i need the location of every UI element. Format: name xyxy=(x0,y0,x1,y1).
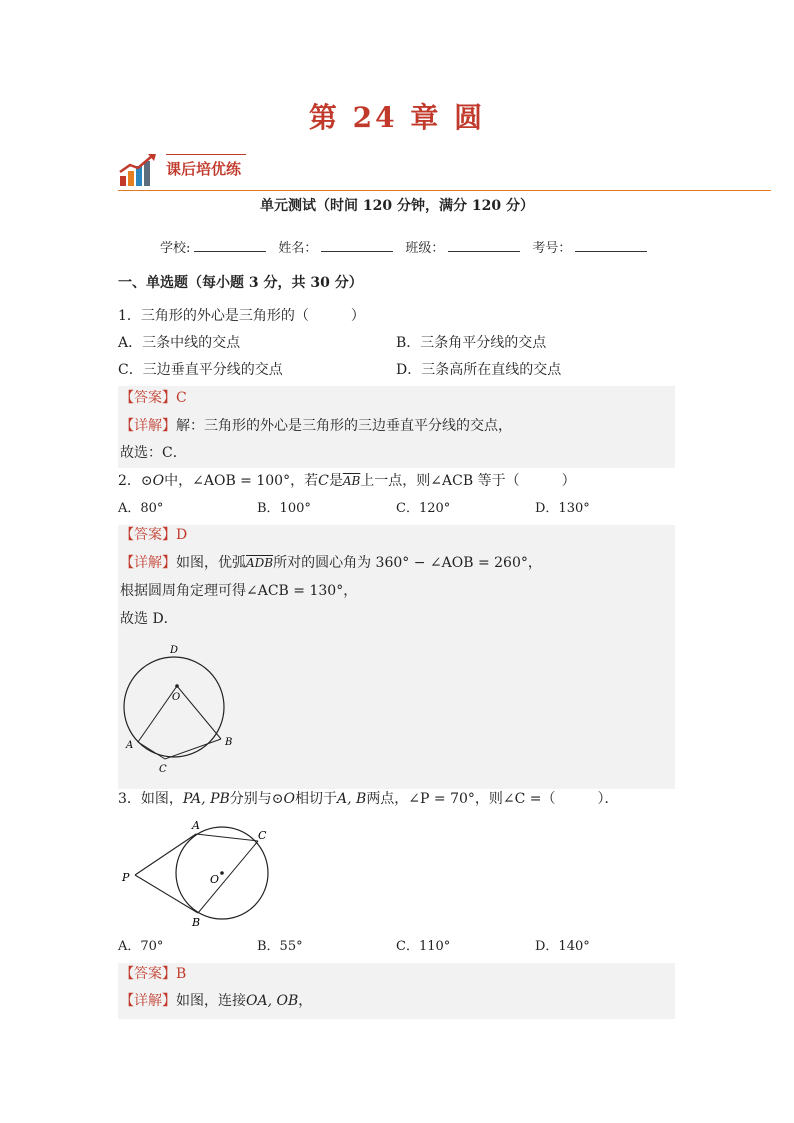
q2-option-a: A．80° xyxy=(118,501,164,516)
q1-option-a: A．三条中线的交点 xyxy=(118,335,241,351)
q3-detail: 【详解】如图，连接OA, OB， xyxy=(120,993,313,1009)
q1-answer: 【答案】C xyxy=(120,390,187,406)
student-info-row xyxy=(160,237,655,256)
q2-circle-figure xyxy=(118,640,238,785)
exam-subtitle: 单元测试（时间 120 分钟，满分 120 分） xyxy=(260,198,534,214)
q1-option-c: C．三边垂直平分线的交点 xyxy=(118,362,283,378)
q2-option-b: B．100° xyxy=(257,501,311,516)
q3-option-a: A．70° xyxy=(118,939,164,954)
header-rule xyxy=(118,190,771,191)
label-b: B xyxy=(192,916,201,929)
q3-stem: 3．如图，PA, PB分别与⊙O相切于A, B两点，∠P = 70°，则∠C =（ ）． xyxy=(118,791,619,807)
q2-detail: 【详解】如图，优弧$\overline{ADB}$所对的圆心角为 360° − ∠AOB = 260°， xyxy=(120,555,542,571)
q3-option-c: C．110° xyxy=(396,939,451,954)
q2-detail-2: 根据圆周角定理可得∠ACB = 130°， xyxy=(120,583,358,599)
q2-conclusion: 故选 D． xyxy=(120,611,178,627)
class-field[interactable] xyxy=(448,237,520,252)
chart-growth-icon xyxy=(118,152,158,188)
label-o: O xyxy=(172,692,181,703)
q3-answer: 【答案】B xyxy=(120,966,187,982)
q2-option-d: D．130° xyxy=(535,501,590,516)
q1-detail: 【详解】解：三角形的外心是三角形的三边垂直平分线的交点， xyxy=(120,418,512,434)
q2-answer: 【答案】D xyxy=(120,527,188,543)
q2-option-c: C．120° xyxy=(396,501,451,516)
q2-answer-box xyxy=(118,525,675,789)
q2-stem: 2．⊙O中，∠AOB = 100°，若C是$\overline{AB}$上一点，则∠ACB 等于（ ） xyxy=(118,473,576,489)
label-d: D xyxy=(170,645,179,656)
q3-tangent-figure xyxy=(118,815,278,933)
label-c: C xyxy=(159,764,167,775)
school-field[interactable] xyxy=(194,237,266,252)
q3-option-d: D．140° xyxy=(535,939,590,954)
label-a: A xyxy=(126,740,134,751)
q1-conclusion: 故选：C． xyxy=(120,445,187,461)
name-field[interactable] xyxy=(321,237,393,252)
label-c: C xyxy=(258,829,267,842)
exam-number-label: 考号： xyxy=(532,241,572,256)
q3-answer-box xyxy=(118,963,675,1019)
brand-underline xyxy=(166,154,246,155)
q1-option-b: B．三条角平分线的交点 xyxy=(396,335,547,351)
name-label: 姓名： xyxy=(278,241,318,256)
page-title: 第 24 章 圆 xyxy=(308,101,486,134)
label-a: A xyxy=(192,819,200,832)
q1-option-d: D．三条高所在直线的交点 xyxy=(396,362,562,378)
class-label: 班级： xyxy=(405,241,445,256)
school-label: 学校: xyxy=(160,241,191,256)
label-b: B xyxy=(225,737,233,748)
brand-label: 课后培优练 xyxy=(166,160,242,178)
label-o: O xyxy=(210,873,220,886)
q1-answer-box xyxy=(118,386,675,468)
section-heading: 一、单选题（每小题 3 分，共 30 分） xyxy=(118,275,363,291)
label-p: P xyxy=(122,871,130,884)
q3-option-b: B．55° xyxy=(257,939,303,954)
exam-number-field[interactable] xyxy=(575,237,647,252)
q1-stem: 1．三角形的外心是三角形的（ ） xyxy=(118,308,365,324)
